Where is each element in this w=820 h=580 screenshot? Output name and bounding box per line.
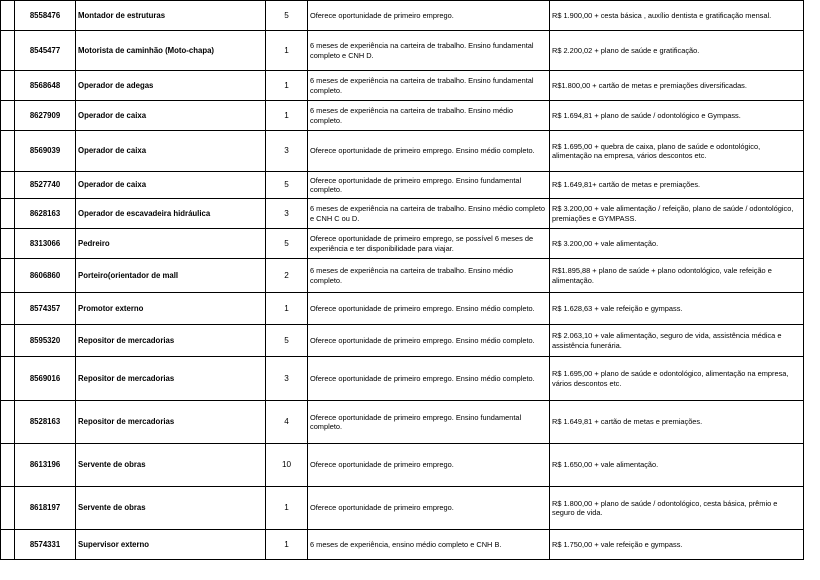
table-row xyxy=(1,199,804,229)
job-code: 8595320 xyxy=(15,325,76,357)
row-marker-cell xyxy=(1,487,15,530)
job-title: Operador de caixa xyxy=(76,101,266,131)
row-marker-cell xyxy=(1,101,15,131)
job-code: 8618197 xyxy=(15,487,76,530)
job-code: 8313066 xyxy=(15,229,76,259)
job-quantity: 1 xyxy=(266,293,308,325)
job-title: Servente de obras xyxy=(76,487,266,530)
row-marker-cell xyxy=(1,530,15,560)
job-requirements: 6 meses de experiência, ensino médio completo e CNH B. xyxy=(308,530,550,560)
row-marker-cell xyxy=(1,357,15,401)
job-code: 8627909 xyxy=(15,101,76,131)
job-benefits: R$ 1.800,00 + plano de saúde / odontológico, cesta básica, prêmio e seguro de vida. xyxy=(550,487,804,530)
job-title: Repositor de mercadorias xyxy=(76,357,266,401)
job-code: 8527740 xyxy=(15,172,76,199)
row-marker-cell xyxy=(1,71,15,101)
job-benefits: R$1.800,00 + cartão de metas e premiações diversificadas. xyxy=(550,71,804,101)
job-quantity: 3 xyxy=(266,199,308,229)
job-requirements: Oferece oportunidade de primeiro emprego. Ensino médio completo. xyxy=(308,357,550,401)
table-row xyxy=(1,325,804,357)
row-marker-cell xyxy=(1,1,15,31)
table-row xyxy=(1,487,804,530)
job-title: Operador de adegas xyxy=(76,71,266,101)
job-requirements: 6 meses de experiência na carteira de trabalho. Ensino médio completo. xyxy=(308,259,550,293)
job-requirements: 6 meses de experiência na carteira de trabalho. Ensino médio completo. xyxy=(308,101,550,131)
job-code: 8606860 xyxy=(15,259,76,293)
job-requirements: Oferece oportunidade de primeiro emprego, se possível 6 meses de experiência e ter disponibilidade para viajar. xyxy=(308,229,550,259)
row-marker-cell xyxy=(1,131,15,172)
table-row xyxy=(1,71,804,101)
row-marker-cell xyxy=(1,401,15,444)
job-quantity: 5 xyxy=(266,325,308,357)
table-row xyxy=(1,172,804,199)
job-quantity: 1 xyxy=(266,31,308,71)
job-title: Montador de estruturas xyxy=(76,1,266,31)
job-quantity: 3 xyxy=(266,357,308,401)
job-requirements: 6 meses de experiência na carteira de trabalho. Ensino fundamental completo. xyxy=(308,71,550,101)
job-title: Pedreiro xyxy=(76,229,266,259)
row-marker-cell xyxy=(1,199,15,229)
job-benefits: R$ 1.628,63 + vale refeição e gympass. xyxy=(550,293,804,325)
job-benefits: R$ 1.694,81 + plano de saúde / odontológico e Gympass. xyxy=(550,101,804,131)
job-code: 8574331 xyxy=(15,530,76,560)
job-code: 8528163 xyxy=(15,401,76,444)
job-title: Repositor de mercadorias xyxy=(76,325,266,357)
job-quantity: 1 xyxy=(266,530,308,560)
job-benefits: R$ 1.900,00 + cesta básica , auxílio dentista e gratificação mensal. xyxy=(550,1,804,31)
row-marker-cell xyxy=(1,229,15,259)
job-benefits: R$ 2.200,02 + plano de saúde e gratificação. xyxy=(550,31,804,71)
job-title: Operador de caixa xyxy=(76,172,266,199)
row-marker-cell xyxy=(1,444,15,487)
job-requirements: 6 meses de experiência na carteira de trabalho. Ensino fundamental completo e CNH D. xyxy=(308,31,550,71)
job-quantity: 4 xyxy=(266,401,308,444)
job-benefits: R$ 3.200,00 + vale alimentação / refeição, plano de saúde / odontológico, premiações e GYMPASS. xyxy=(550,199,804,229)
table-row xyxy=(1,293,804,325)
job-requirements: Oferece oportunidade de primeiro emprego. Ensino fundamental completo. xyxy=(308,401,550,444)
job-quantity: 1 xyxy=(266,71,308,101)
table-row xyxy=(1,401,804,444)
job-quantity: 3 xyxy=(266,131,308,172)
table-row xyxy=(1,444,804,487)
job-benefits: R$ 1.695,00 + plano de saúde e odontológico, alimentação na empresa, vários descontos etc. xyxy=(550,357,804,401)
job-code: 8613196 xyxy=(15,444,76,487)
job-title: Operador de caixa xyxy=(76,131,266,172)
table-row xyxy=(1,1,804,31)
job-quantity: 5 xyxy=(266,229,308,259)
job-title: Operador de escavadeira hidráulica xyxy=(76,199,266,229)
job-requirements: Oferece oportunidade de primeiro emprego. xyxy=(308,1,550,31)
table-row xyxy=(1,530,804,560)
table-row xyxy=(1,357,804,401)
job-code: 8569039 xyxy=(15,131,76,172)
row-marker-cell xyxy=(1,325,15,357)
job-requirements: Oferece oportunidade de primeiro emprego. xyxy=(308,487,550,530)
job-benefits: R$ 3.200,00 + vale alimentação. xyxy=(550,229,804,259)
row-marker-cell xyxy=(1,172,15,199)
job-quantity: 5 xyxy=(266,1,308,31)
table-row xyxy=(1,229,804,259)
table-row xyxy=(1,259,804,293)
table-row xyxy=(1,101,804,131)
table-row xyxy=(1,31,804,71)
job-title: Promotor externo xyxy=(76,293,266,325)
job-title: Repositor de mercadorias xyxy=(76,401,266,444)
job-title: Servente de obras xyxy=(76,444,266,487)
job-quantity: 1 xyxy=(266,487,308,530)
job-quantity: 1 xyxy=(266,101,308,131)
row-marker-cell xyxy=(1,31,15,71)
job-benefits: R$ 1.750,00 + vale refeição e gympass. xyxy=(550,530,804,560)
job-code: 8628163 xyxy=(15,199,76,229)
table-row xyxy=(1,131,804,172)
job-requirements: Oferece oportunidade de primeiro emprego. xyxy=(308,444,550,487)
job-benefits: R$ 1.649,81+ cartão de metas e premiações. xyxy=(550,172,804,199)
job-benefits: R$ 1.649,81 + cartão de metas e premiações. xyxy=(550,401,804,444)
job-requirements: 6 meses de experiência na carteira de trabalho. Ensino médio completo e CNH C ou D. xyxy=(308,199,550,229)
job-quantity: 2 xyxy=(266,259,308,293)
job-requirements: Oferece oportunidade de primeiro emprego. Ensino fundamental completo. xyxy=(308,172,550,199)
job-requirements: Oferece oportunidade de primeiro emprego. Ensino médio completo. xyxy=(308,131,550,172)
job-code: 8574357 xyxy=(15,293,76,325)
job-requirements: Oferece oportunidade de primeiro emprego. Ensino médio completo. xyxy=(308,325,550,357)
job-title: Porteiro(orientador de mall xyxy=(76,259,266,293)
job-quantity: 5 xyxy=(266,172,308,199)
job-benefits: R$1.895,88 + plano de saúde + plano odontológico, vale refeição e alimentação. xyxy=(550,259,804,293)
row-marker-cell xyxy=(1,259,15,293)
job-quantity: 10 xyxy=(266,444,308,487)
job-title: Supervisor externo xyxy=(76,530,266,560)
job-benefits: R$ 2.063,10 + vale alimentação, seguro de vida, assistência médica e assistência funerária. xyxy=(550,325,804,357)
job-code: 8558476 xyxy=(15,1,76,31)
job-code: 8569016 xyxy=(15,357,76,401)
row-marker-cell xyxy=(1,293,15,325)
job-requirements: Oferece oportunidade de primeiro emprego. Ensino médio completo. xyxy=(308,293,550,325)
job-benefits: R$ 1.650,00 + vale alimentação. xyxy=(550,444,804,487)
job-title: Motorista de caminhão (Moto-chapa) xyxy=(76,31,266,71)
job-code: 8568648 xyxy=(15,71,76,101)
job-code: 8545477 xyxy=(15,31,76,71)
job-benefits: R$ 1.695,00 + quebra de caixa, plano de saúde e odontológico, alimentação na empresa, vários descontos etc. xyxy=(550,131,804,172)
